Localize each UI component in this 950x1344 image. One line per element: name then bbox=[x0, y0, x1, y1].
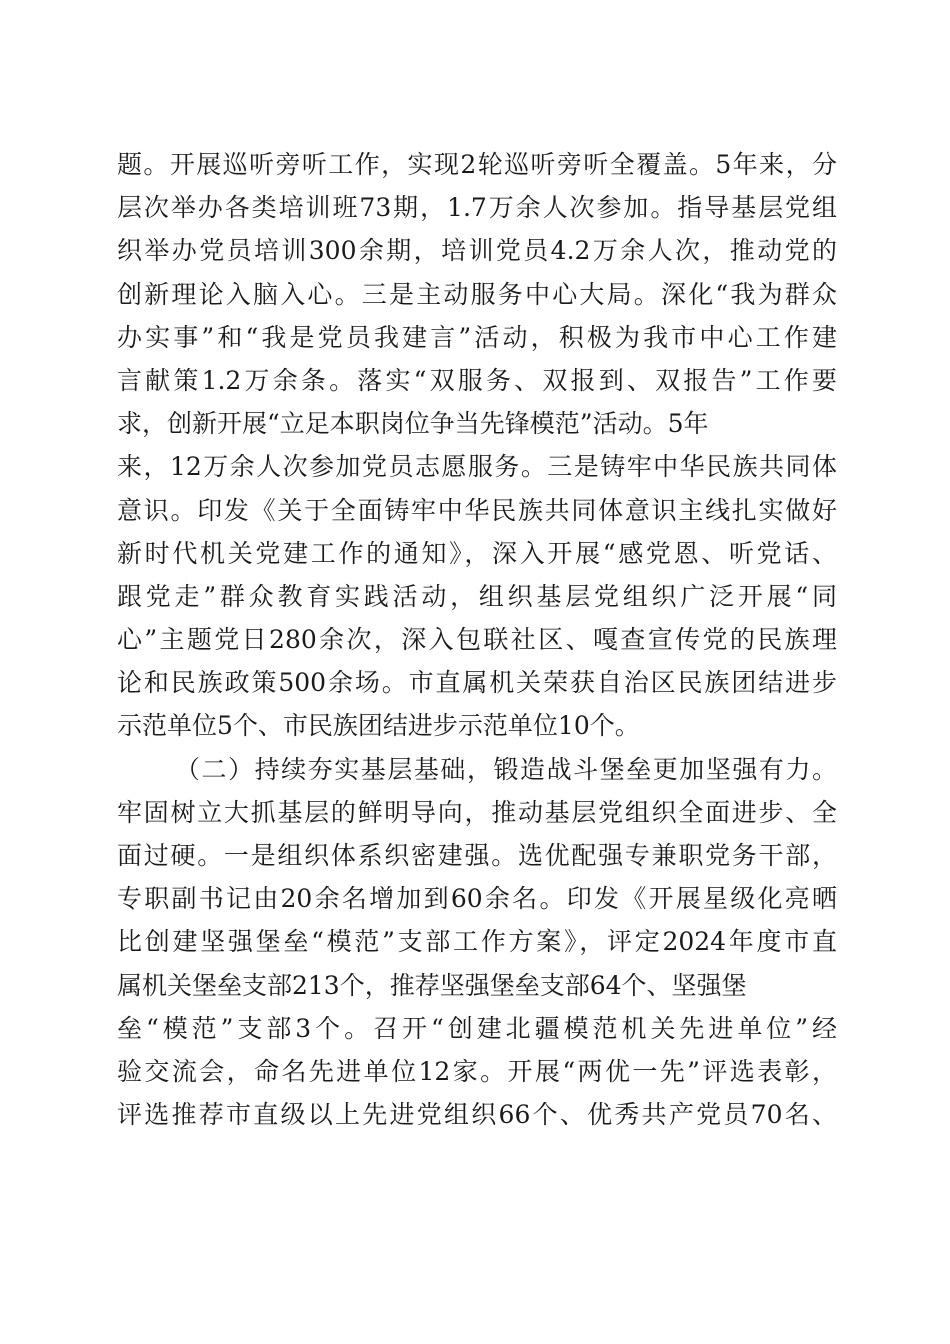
text-line: 来，12万余人次参加党员志愿服务。三是铸牢中华民族共同体 bbox=[117, 452, 837, 482]
text-line: 示范单位5个、市民族团结进步示范单位10个。 bbox=[117, 711, 640, 741]
text-line: 新时代机关党建工作的通知》，深入开展“感党恩、听党话、 bbox=[117, 538, 837, 568]
text-line: 心”主题党日280余次，深入包联社区、嘎查宣传党的民族理 bbox=[117, 625, 837, 655]
text-line: 属机关堡垒支部213个，推荐坚强堡垒支部64个、坚强堡 bbox=[117, 970, 747, 1000]
text-line: 办实事”和“我是党员我建言”活动，积极为我市中心工作建 bbox=[117, 322, 837, 352]
body-text bbox=[117, 143, 837, 1136]
text-line: 面过硬。一是组织体系织密建强。选优配强专兼职党务干部， bbox=[117, 841, 837, 870]
section-heading: （二）持续夯实基层基础，锻造战斗堡垒更加坚强有力。 bbox=[175, 754, 837, 784]
text-line: 织举办党员培训300余期，培训党员4.2万余人次，推动党的 bbox=[117, 236, 837, 266]
text-line: 垒“模范”支部3个。召开“创建北疆模范机关先进单位”经 bbox=[117, 1013, 837, 1043]
text-line: 牢固树立大抓基层的鲜明导向，推动基层党组织全面进步、全 bbox=[117, 797, 837, 827]
text-line: 求，创新开展“立足本职岗位争当先锋模范”活动。5年 bbox=[117, 409, 709, 439]
text-line: 专职副书记由20余名增加到60余名。印发《开展星级化亮晒 bbox=[117, 884, 837, 914]
text-line: 比创建坚强堡垒“模范”支部工作方案》，评定2024年度市直 bbox=[117, 927, 837, 957]
text-line: 验交流会，命名先进单位12家。开展“两优一先”评选表彰， bbox=[117, 1056, 837, 1086]
text-line: 评选推荐市直级以上先进党组织66个、优秀共产党员70名、 bbox=[117, 1100, 837, 1130]
text-line: 跟党走”群众教育实践活动，组织基层党组织广泛开展“同 bbox=[117, 581, 837, 611]
text-line: 论和民族政策500余场。市直属机关荣获自治区民族团结进步 bbox=[117, 668, 837, 698]
text-line: 意识。印发《关于全面铸牢中华民族共同体意识主线扎实做好 bbox=[117, 495, 837, 525]
text-line: 言献策1.2万余条。落实“双服务、双报到、双报告”工作要 bbox=[117, 365, 837, 395]
text-line: 创新理论入脑入心。三是主动服务中心大局。深化“我为群众 bbox=[117, 279, 837, 309]
text-line: 层次举办各类培训班73期，1.7万余人次参加。指导基层党组 bbox=[117, 193, 837, 223]
text-line: 题。开展巡听旁听工作，实现2轮巡听旁听全覆盖。5年来，分 bbox=[117, 150, 837, 179]
